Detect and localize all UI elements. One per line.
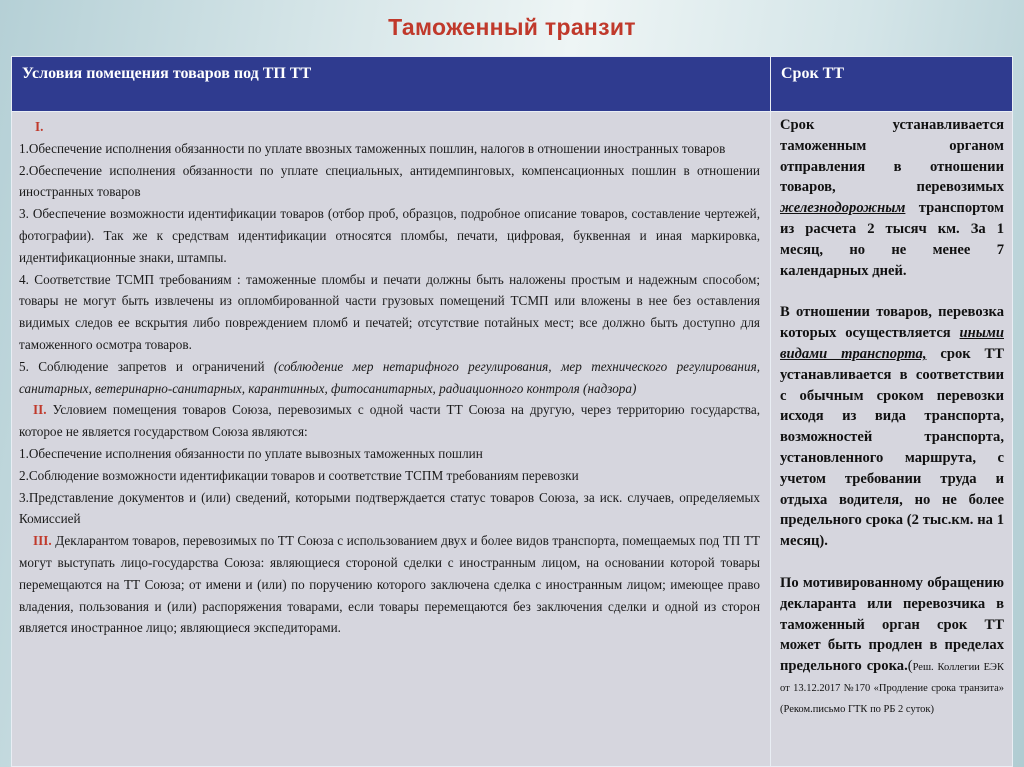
term-other-a: В отношении товаров, перевозка которых осуществляется [780, 304, 1004, 342]
section-3-label: III. [33, 533, 52, 549]
term-other-b: срок ТТ устанавливается в соответствии с обычным сроком перевозки исходя из вида транспорта, возможностей транспорта, установленного маршрута, с учетом требовании труда и отдыха водителя, но не более предельного срока (2 тыс.км. на 1 месяц). [780, 345, 1004, 550]
sec3-text [19, 530, 760, 639]
term-other [780, 302, 1004, 552]
term-other-underlined: иными видами транспорта, [780, 325, 1004, 362]
table-header-row [12, 57, 1013, 112]
sec1-item-5-italic: (соблюдение мер нетарифного регулирования, мер технического регулирования, санитарных, ветеринарно-санитарных, карантинных, фитосанитарных, радиационного контроля (надзора) [19, 358, 760, 396]
sec1-item-5-text: 5. Соблюдение запретов и ограничений [19, 358, 274, 374]
term-cell [771, 112, 1013, 767]
term-rail [780, 115, 1004, 281]
header-term: Срок ТТ [771, 57, 1013, 112]
sec1-item-2: 2.Обеспечение исполнения обязанности по уплате специальных, антидемпинговых, компенсационных пошлин в отношении иностранных товаров [19, 162, 760, 200]
sec2-intro-text: Условием помещения товаров Союза, перевозимых с одной части ТТ Союза на другую, через территорию государства, которое не является государством Союза являются: [19, 402, 760, 440]
sec2-item-3: 3.Представление документов и (или) сведений, которыми подтверждается статус товаров Союза, за иск. случаев, определяемых Комиссией [19, 489, 760, 527]
term-rail-b: транспортом из расчета 2 тысяч км. За 1 месяц, но не менее 7 календарных дней. [780, 200, 1004, 279]
sec2-intro [19, 399, 760, 443]
section-1-label: I. [35, 119, 44, 134]
sec1-item-1: 1.Обеспечение исполнения обязанности по уплате ввозных таможенных пошлин, налогов в отношении иностранных товаров [19, 140, 726, 156]
term-extension-text: По мотивированному обращению декларанта или перевозчика в таможенный орган срок ТТ может быть продлен в пределах предельного срока. [780, 574, 1004, 675]
header-conditions: Условия помещения товаров под ТП ТТ [12, 57, 771, 112]
term-extension-paren: ( [907, 658, 913, 675]
sec2-item-1: 1.Обеспечение исполнения обязанности по уплате вывозных таможенных пошлин [19, 445, 483, 461]
sec1-item-4: 4. Соответствие ТСМП требованиям : таможенные пломбы и печати должны быть наложены простым и надежным способом; товары не могут быть извлечены из опломбированной части грузовых помещений ТСМП или вложены в нее без оставления видимых следов ее вскрытия либо повреждением пломб и печатей; отсутствие потайных мест; все должно быть доступно для таможенного осмотра товаров. [19, 271, 760, 352]
conditions-cell [12, 112, 771, 767]
sec2-item-2: 2.Соблюдение возможности идентификации товаров и соответствие ТСПМ требованиям перевозки [19, 467, 579, 483]
table-body-row [12, 112, 1013, 767]
sec1-item-3: 3. Обеспечение возможности идентификации товаров (отбор проб, образцов, подробное описание товаров, составление чертежей, фотографии). Так же к средствам идентификации относятся пломбы, печати, цифровая, буквенная и иная маркировка, идентификационные знаки, штампы. [19, 206, 760, 265]
sec3-body: Декларантом товаров, перевозимых по ТТ Союза с использованием двух и более видов транспорта, помещаемых под ТП ТТ могут выступать лицо-государства Союза: являющиеся стороной сделки с иностранным лицом, на основании которой товары перемещаются на ТТ Союза; от имени и (или) по поручению которого заключена сделка с иностранным лицом; имеющее право владения, пользования и (или) распоряжения товарами, если товары перемещаются без заключения сделки и одной из сторон является иностранное лицо; являющиеся экспедиторами. [19, 533, 760, 636]
term-extension-note: Реш. Коллегии ЕЭК от 13.12.2017 №170 «Продление срока транзита» (Реком.письмо ГТК по РБ 2 суток) [780, 662, 1004, 715]
sec1-item-5 [19, 356, 760, 400]
term-extension [780, 573, 1004, 719]
page-title: Таможенный транзит [388, 14, 636, 40]
section-2-label: II. [33, 402, 47, 418]
term-rail-underlined: железнодорожным [780, 200, 906, 217]
term-rail-a: Срок устанавливается таможенным органом отправления в отношении товаров, перевозимых [780, 117, 1004, 196]
transit-table [11, 56, 1013, 767]
